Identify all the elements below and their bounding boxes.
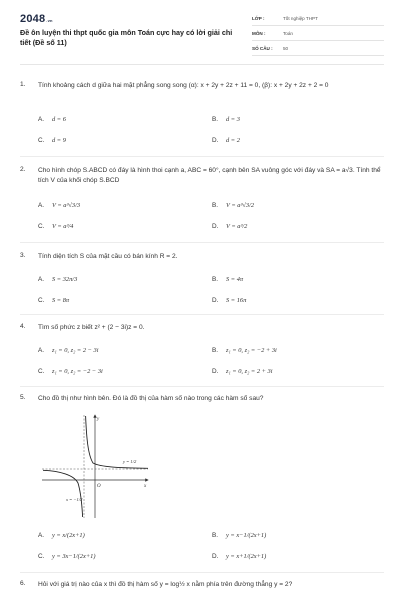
option-text: V = a³/4 bbox=[52, 223, 74, 230]
question-number: 2. bbox=[20, 166, 26, 173]
option-text: y = x−1/(2x+1) bbox=[226, 532, 267, 539]
option-text: V = a³/2 bbox=[226, 223, 248, 230]
meta-label: SỐ CÂU : bbox=[252, 46, 273, 51]
option-text: V = a³√3/2 bbox=[226, 202, 255, 209]
option-a[interactable] bbox=[38, 202, 80, 209]
option-d[interactable] bbox=[212, 553, 266, 560]
question-number: 1. bbox=[20, 81, 26, 88]
question-divider bbox=[20, 386, 384, 387]
vertical-asymptote-label: x = −1/2 bbox=[66, 497, 83, 502]
option-a[interactable] bbox=[38, 347, 99, 354]
option-key: A. bbox=[38, 202, 45, 209]
logo-suffix: .vn bbox=[46, 18, 53, 23]
option-text: d = 3 bbox=[226, 116, 240, 123]
option-text: S = 8π bbox=[52, 297, 70, 304]
question-text: Tính diện tích S của mặt cầu có bán kính R = 2. bbox=[38, 253, 178, 260]
option-text: z₁ = 0, z₂ = −2 − 3i bbox=[52, 368, 103, 375]
option-d[interactable] bbox=[212, 297, 246, 304]
option-key: C. bbox=[38, 368, 45, 375]
option-text: S = 4π bbox=[226, 276, 244, 283]
meta-value: 50 bbox=[283, 46, 289, 51]
meta-row-class bbox=[252, 14, 384, 26]
option-key: B. bbox=[212, 202, 219, 209]
question-divider bbox=[20, 242, 384, 243]
option-key: D. bbox=[212, 223, 219, 230]
y-axis-label: y bbox=[97, 417, 100, 422]
option-text: S = 16π bbox=[226, 297, 247, 304]
option-key: B. bbox=[212, 276, 219, 283]
option-a[interactable] bbox=[38, 276, 77, 283]
option-text: z₁ = 0, z₂ = 2 − 3i bbox=[52, 347, 99, 354]
option-d[interactable] bbox=[212, 368, 273, 375]
logo-text: 2048 bbox=[20, 13, 46, 25]
option-key: A. bbox=[38, 276, 45, 283]
option-key: D. bbox=[212, 297, 219, 304]
site-logo[interactable] bbox=[20, 13, 53, 25]
option-b[interactable] bbox=[212, 276, 243, 283]
meta-value: Tốt nghiệp THPT bbox=[283, 16, 318, 21]
question-divider bbox=[20, 314, 384, 315]
origin-label: O bbox=[97, 484, 101, 489]
header-divider bbox=[20, 64, 384, 65]
option-a[interactable] bbox=[38, 116, 66, 123]
option-text: y = 3x−1/(2x+1) bbox=[52, 553, 96, 560]
question-text: Hỏi với giá trị nào của x thì đồ thị hàm số y = log½ x nằm phía trên đường thẳng y = 2? bbox=[38, 581, 293, 588]
option-text: y = x+1/(2x+1) bbox=[226, 553, 267, 560]
question-text: Tính khoảng cách d giữa hai mặt phẳng song song (α): x + 2y + 2z + 11 = 0, (β): x + 2y + 2z + 2 = 0 bbox=[38, 82, 329, 89]
option-text: d = 2 bbox=[226, 137, 240, 144]
question-text: Cho hình chóp S.ABCD có đáy là hình thoi cạnh a, ABC = 60°, cạnh bên SA vuông góc với đáy và SA = a√3. Tính thể tích V của khối chóp S.BCD bbox=[38, 167, 381, 184]
option-c[interactable] bbox=[38, 223, 73, 230]
option-b[interactable] bbox=[212, 116, 240, 123]
option-key: B. bbox=[212, 532, 219, 539]
horizontal-asymptote-label: y = 1/2 bbox=[123, 459, 137, 464]
option-key: A. bbox=[38, 116, 45, 123]
option-b[interactable] bbox=[212, 347, 277, 354]
option-d[interactable] bbox=[212, 223, 247, 230]
option-text: d = 6 bbox=[52, 116, 66, 123]
meta-label: LỚP : bbox=[252, 16, 265, 21]
meta-row-count bbox=[252, 44, 384, 56]
option-key: C. bbox=[38, 137, 45, 144]
option-key: D. bbox=[212, 137, 219, 144]
question-number: 6. bbox=[20, 580, 26, 587]
option-text: V = a³√3/3 bbox=[52, 202, 81, 209]
option-b[interactable] bbox=[212, 202, 254, 209]
option-c[interactable] bbox=[38, 297, 69, 304]
option-key: A. bbox=[38, 532, 45, 539]
option-text: d = 9 bbox=[52, 137, 66, 144]
question-divider bbox=[20, 572, 384, 573]
meta-label: MÔN : bbox=[252, 31, 266, 36]
question-text: Tìm số phức z biết z² + (2 − 3i)z = 0. bbox=[38, 324, 145, 331]
option-d[interactable] bbox=[212, 137, 240, 144]
x-axis-label: x bbox=[144, 484, 147, 489]
option-a[interactable] bbox=[38, 532, 85, 539]
option-text: y = x/(2x+1) bbox=[52, 532, 85, 539]
option-c[interactable] bbox=[38, 553, 95, 560]
option-key: D. bbox=[212, 553, 219, 560]
option-key: A. bbox=[38, 347, 45, 354]
curve-left-branch bbox=[43, 470, 83, 517]
function-graph bbox=[40, 413, 152, 520]
option-text: z₁ = 0, z₂ = 2 + 3i bbox=[226, 368, 273, 375]
question-divider bbox=[20, 156, 384, 157]
option-key: B. bbox=[212, 347, 219, 354]
question-number: 3. bbox=[20, 252, 26, 259]
option-text: S = 32π/3 bbox=[52, 276, 78, 283]
meta-value: Toán bbox=[283, 31, 293, 36]
exam-meta bbox=[252, 14, 384, 59]
option-key: C. bbox=[38, 297, 45, 304]
option-b[interactable] bbox=[212, 532, 266, 539]
meta-row-subject bbox=[252, 29, 384, 41]
option-key: C. bbox=[38, 553, 45, 560]
question-number: 5. bbox=[20, 394, 26, 401]
document-title: Đề ôn luyện thi thpt quốc gia môn Toán cực hay có lời giải chi tiết (Đề số 11) bbox=[20, 28, 233, 47]
option-key: B. bbox=[212, 116, 219, 123]
option-key: C. bbox=[38, 223, 45, 230]
option-c[interactable] bbox=[38, 137, 66, 144]
option-c[interactable] bbox=[38, 368, 103, 375]
question-text: Cho đồ thị như hình bên. Đó là đồ thị của hàm số nào trong các hàm số sau? bbox=[38, 395, 264, 402]
page-header bbox=[0, 0, 400, 56]
option-text: z₁ = 0, z₂ = −2 + 3i bbox=[226, 347, 277, 354]
question-number: 4. bbox=[20, 323, 26, 330]
option-key: D. bbox=[212, 368, 219, 375]
